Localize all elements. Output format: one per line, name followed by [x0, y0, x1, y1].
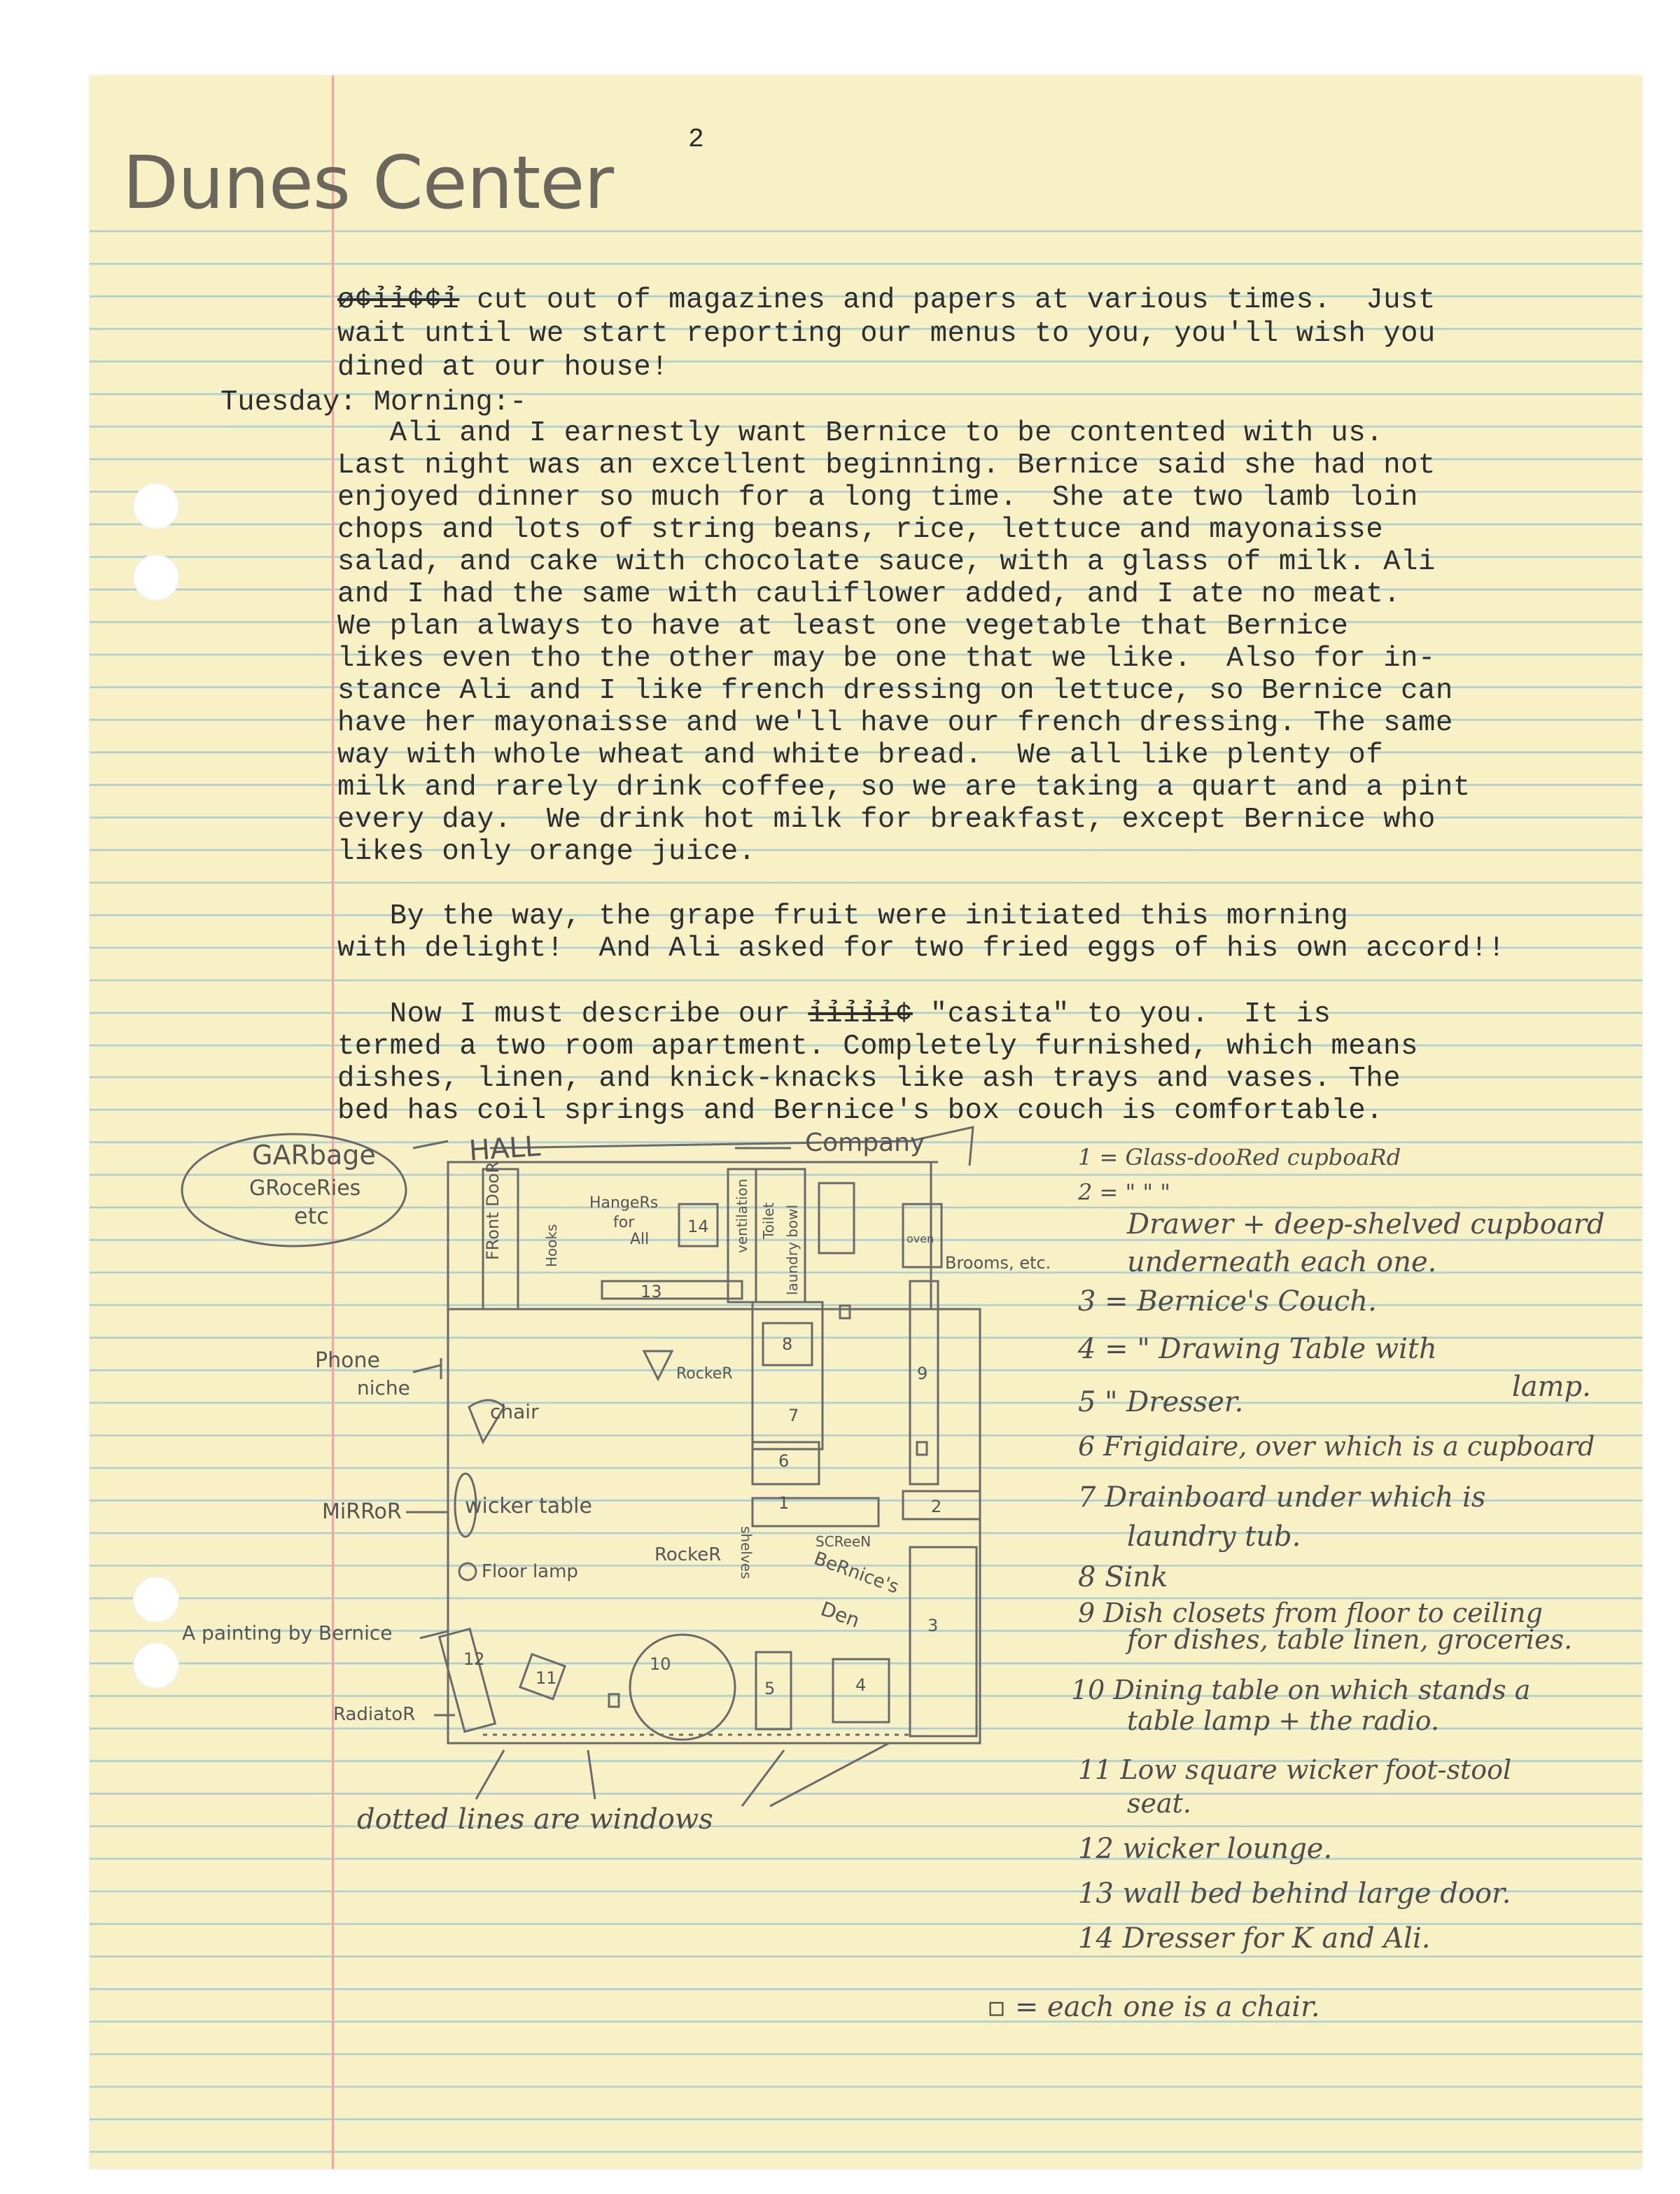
para3-line: bed has coil springs and Bernice's box couch is comfortable.: [337, 1095, 1384, 1127]
plan-label-hangers: HangeRs: [589, 1194, 659, 1212]
plan-label-garbage: GARbage: [252, 1140, 376, 1171]
legend-item-10: 10 Dining table on which stands a: [1071, 1675, 1531, 1705]
legend-item-12: 12 wicker lounge.: [1078, 1833, 1333, 1865]
para3-line: termed a two room apartment. Completely furnished, which means: [337, 1030, 1419, 1063]
plan-num-9: 9: [917, 1364, 928, 1383]
plan-label-phone: Phone: [315, 1348, 380, 1373]
letter-line-3: dined at our house!: [337, 351, 669, 384]
plan-label-wicker-table: wicker table: [465, 1494, 592, 1518]
struck-word: ø¢ỉỉ¢¢ỉ: [337, 284, 460, 316]
letter-text: "casita" to you. It is: [912, 998, 1331, 1030]
para1-line: salad, and cake with chocolate sauce, with a glass of milk. Ali: [337, 546, 1436, 578]
legend-item-5: 5 " Dresser.: [1078, 1386, 1244, 1418]
legend-item-4-cont: lamp.: [1512, 1371, 1591, 1403]
plan-label-radiator: RadiatoR: [333, 1704, 416, 1725]
plan-label-company: Company: [805, 1129, 925, 1157]
plan-label-shelves: shelves: [738, 1526, 755, 1579]
para1-line: Ali and I earnestly want Bernice to be contented with us.: [337, 417, 1384, 449]
legend-item-9: 9 Dish closets from floor to ceiling: [1078, 1598, 1543, 1628]
para1-line: have her mayonaisse and we'll have our french dressing. The same: [337, 707, 1453, 739]
legend-item-11-cont: seat.: [1127, 1788, 1191, 1819]
para1-line: and I had the same with cauliflower added, and I ate no meat.: [337, 578, 1401, 610]
plan-label-rocker-1: RockeR: [676, 1365, 733, 1383]
watermark: Dunes Center: [122, 140, 614, 225]
plan-num-10: 10: [650, 1654, 671, 1674]
plan-label-screen: SCReeN: [816, 1533, 872, 1550]
para1-line: stance Ali and I like french dressing on lettuce, so Bernice can: [337, 675, 1453, 707]
plan-label-mirror: MiRRoR: [322, 1500, 402, 1524]
struck-word: ỉỉỉỉỉ¢: [808, 998, 913, 1030]
para1-line: Last night was an excellent beginning. Bernice said she had not: [337, 449, 1436, 482]
para1-line: enjoyed dinner so much for a long time. She ate two lamb loin: [337, 482, 1419, 514]
plan-label-laundry-bowl: laundry bowl: [784, 1204, 801, 1295]
legend-item-2-desc: Drawer + deep-shelved cupboard: [1127, 1208, 1605, 1241]
letter-text: cut out of magazines and papers at various times. Just: [459, 284, 1436, 316]
legend-item-11: 11 Low square wicker foot-stool: [1078, 1754, 1512, 1785]
page-number: 2: [688, 125, 704, 155]
plan-num-14: 14: [687, 1217, 709, 1236]
legend-item-2: 2 = " " ": [1078, 1179, 1171, 1206]
para1-line: We plan always to have at least one vegetable that Bernice: [337, 610, 1349, 643]
legend-item-14: 14 Dresser for K and Ali.: [1078, 1922, 1431, 1955]
plan-label-painting: A painting by Bernice: [182, 1621, 393, 1644]
para1-line: milk and rarely drink coffee, so we are taking a quart and a pint: [337, 771, 1471, 804]
legend-item-7: 7 Drainboard under which is: [1078, 1481, 1486, 1514]
plan-num-6: 6: [778, 1451, 790, 1471]
plan-label-for: for: [613, 1214, 635, 1231]
plan-num-2: 2: [931, 1497, 942, 1516]
para1-line: likes only orange juice.: [337, 836, 756, 868]
para1-line: way with whole wheat and white bread. We all like plenty of: [337, 739, 1384, 771]
plan-num-13: 13: [640, 1282, 662, 1301]
plan-num-5: 5: [764, 1679, 776, 1698]
plan-label-all: All: [630, 1231, 650, 1248]
plan-num-1: 1: [778, 1493, 790, 1513]
day-heading: Tuesday: Morning:-: [220, 386, 527, 419]
legend-chair-note: ▫ = each one is a chair.: [987, 1991, 1320, 2023]
plan-label-niche: niche: [357, 1376, 410, 1399]
legend-item-13: 13 wall bed behind large door.: [1078, 1878, 1511, 1910]
plan-label-hall: HALL: [468, 1130, 542, 1168]
legend-item-2-desc2: underneath each one.: [1127, 1246, 1437, 1278]
plan-label-etc: etc: [294, 1203, 329, 1229]
legend-item-7-cont: laundry tub.: [1127, 1521, 1301, 1553]
plan-label-chair: chair: [490, 1400, 539, 1423]
para3-line: dishes, linen, and knick-knacks like ash trays and vases. The: [337, 1063, 1401, 1095]
plan-num-4: 4: [855, 1675, 867, 1695]
plan-label-brooms: Brooms, etc.: [945, 1253, 1051, 1273]
plan-num-7: 7: [788, 1406, 799, 1425]
para1-line: every day. We drink hot milk for breakfast, except Bernice who: [337, 804, 1436, 836]
legend-item-8: 8 Sink: [1078, 1561, 1168, 1593]
legend-item-1: 1 = Glass-dooRed cupboaRd: [1078, 1144, 1401, 1171]
plan-label-front-door: FRont DooR: [483, 1161, 503, 1260]
plan-label-ventilation: ventilation: [734, 1178, 750, 1253]
plan-label-oven: oven: [906, 1232, 934, 1245]
plan-num-8: 8: [782, 1334, 793, 1354]
legend-item-3: 3 = Bernice's Couch.: [1078, 1285, 1377, 1318]
legend-item-4: 4 = " Drawing Table with: [1078, 1333, 1437, 1365]
plan-label-den: Den: [818, 1597, 863, 1633]
plan-label-floor-lamp: Floor lamp: [482, 1561, 578, 1582]
letter-line-2: wait until we start reporting our menus to you, you'll wish you: [337, 318, 1436, 350]
plan-label-bernices: BeRnice's: [811, 1548, 902, 1598]
plan-num-12: 12: [463, 1649, 485, 1669]
para1-line: chops and lots of string beans, rice, lettuce and mayonaisse: [337, 514, 1384, 546]
para1-line: likes even tho the other may be one that we like. Also for in-: [337, 643, 1436, 675]
para2-line: with delight! And Ali asked for two fried eggs of his own accord!!: [337, 932, 1506, 965]
plan-label-rocker-2: RockeR: [654, 1544, 722, 1565]
plan-num-11: 11: [536, 1668, 557, 1688]
legend-item-9-cont: for dishes, table linen, groceries.: [1127, 1624, 1573, 1655]
plan-label-windows-note: dotted lines are windows: [357, 1803, 713, 1836]
plan-label-groceries: GRoceRies: [249, 1176, 361, 1201]
plan-label-toilet: Toilet: [760, 1202, 777, 1239]
legend-item-10-cont: table lamp + the radio.: [1127, 1705, 1440, 1736]
para2-line: By the way, the grape fruit were initiated this morning: [337, 900, 1349, 932]
letter-text: Now I must describe our: [337, 998, 808, 1030]
plan-label-hooks: Hooks: [543, 1224, 560, 1267]
plan-num-3: 3: [927, 1616, 939, 1635]
legend-item-6: 6 Frigidaire, over which is a cupboard: [1078, 1431, 1595, 1462]
